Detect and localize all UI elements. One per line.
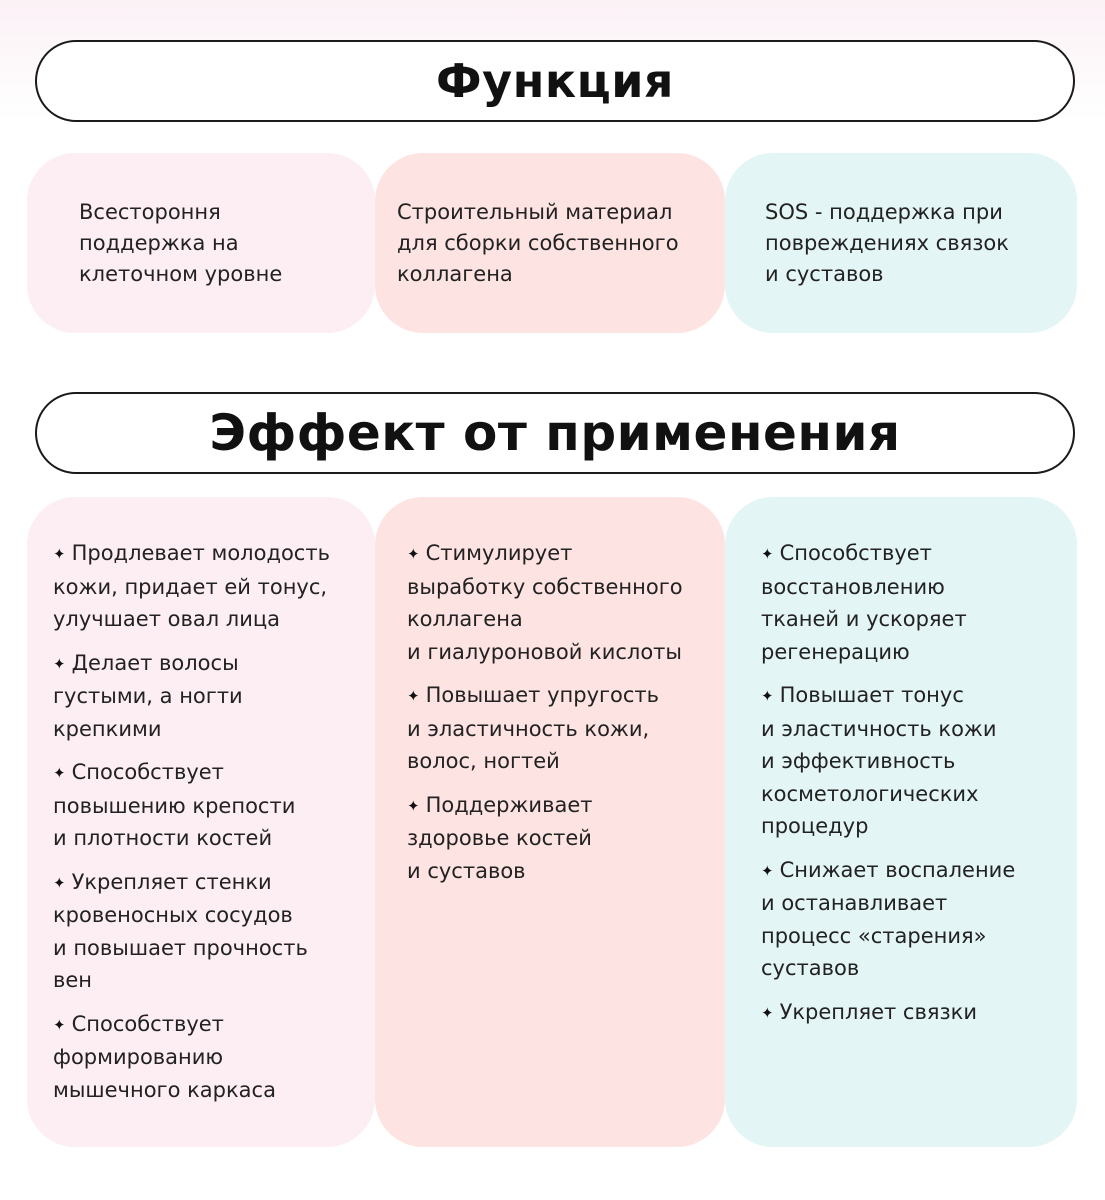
function-card-2	[375, 153, 725, 333]
effect-item	[53, 756, 359, 855]
effect-item-text: Способствует формированию мышечного каркаса	[53, 1011, 276, 1102]
effect-column-1	[27, 497, 375, 1147]
star-bullet-icon: ✦	[53, 873, 66, 892]
effect-item	[407, 789, 709, 888]
function-card-1	[27, 153, 375, 333]
effect-item	[407, 537, 709, 668]
effect-item	[407, 679, 709, 778]
effect-item-text: Повышает тонус и эластичность кожи и эффективность косметологических процедур	[761, 683, 997, 838]
function-card-text: SOS - поддержка при повреждениях связок и суставов	[765, 200, 1009, 286]
effect-item-text: Стимулирует выработку собственного коллагена и гиалуроновой кислоты	[407, 541, 683, 664]
effect-header	[35, 392, 1075, 474]
star-bullet-icon: ✦	[407, 796, 420, 815]
effect-item-text: Поддерживает здоровье костей и суставов	[407, 792, 593, 883]
effect-item	[761, 996, 1061, 1030]
function-card-text: Строительный материал для сборки собственного коллагена	[397, 200, 679, 286]
effect-item-text: Повышает упругость и эластичность кожи, волос, ногтей	[407, 683, 660, 773]
star-bullet-icon: ✦	[761, 687, 774, 705]
effect-item-text: Снижает воспаление и останавливает процесс «старения» суставов	[761, 857, 1016, 980]
function-card-text: Всестороння поддержка на клеточном уровне	[79, 200, 283, 286]
star-bullet-icon: ✦	[761, 861, 774, 880]
function-header	[35, 40, 1075, 122]
effect-column-3	[725, 497, 1077, 1147]
effect-item	[53, 647, 359, 746]
effect-list	[53, 537, 359, 1106]
effect-item-text: Продлевает молодость кожи, придает ей тонус, улучшает овал лица	[53, 541, 330, 631]
effect-item	[53, 1008, 359, 1107]
star-bullet-icon: ✦	[407, 545, 420, 563]
effect-list	[407, 537, 709, 887]
star-bullet-icon: ✦	[407, 687, 420, 705]
effect-list	[761, 537, 1061, 1029]
effect-item-text: Укрепляет связки	[779, 999, 977, 1024]
effect-item	[761, 537, 1061, 668]
effect-item-text: Укрепляет стенки кровеносных сосудов и повышает прочность вен	[53, 869, 308, 992]
effect-item-text: Способствует повышению крепости и плотности костей	[53, 760, 296, 850]
effect-item	[53, 537, 359, 636]
function-card-3	[725, 153, 1077, 333]
star-bullet-icon: ✦	[53, 1015, 66, 1034]
star-bullet-icon: ✦	[53, 764, 66, 782]
effect-item	[53, 866, 359, 997]
star-bullet-icon: ✦	[53, 654, 66, 673]
effect-column-2	[375, 497, 725, 1147]
star-bullet-icon: ✦	[53, 545, 66, 563]
effect-title: Эффект от применения	[209, 404, 901, 462]
effect-item-text: Делает волосы густыми, а ногти крепкими	[53, 650, 243, 741]
star-bullet-icon: ✦	[761, 1003, 774, 1022]
function-title: Функция	[436, 54, 674, 108]
star-bullet-icon: ✦	[761, 545, 774, 563]
effect-item-text: Способствует восстановлению тканей и ускоряет регенерацию	[761, 541, 967, 664]
effect-item	[761, 854, 1061, 985]
effect-item	[761, 679, 1061, 843]
